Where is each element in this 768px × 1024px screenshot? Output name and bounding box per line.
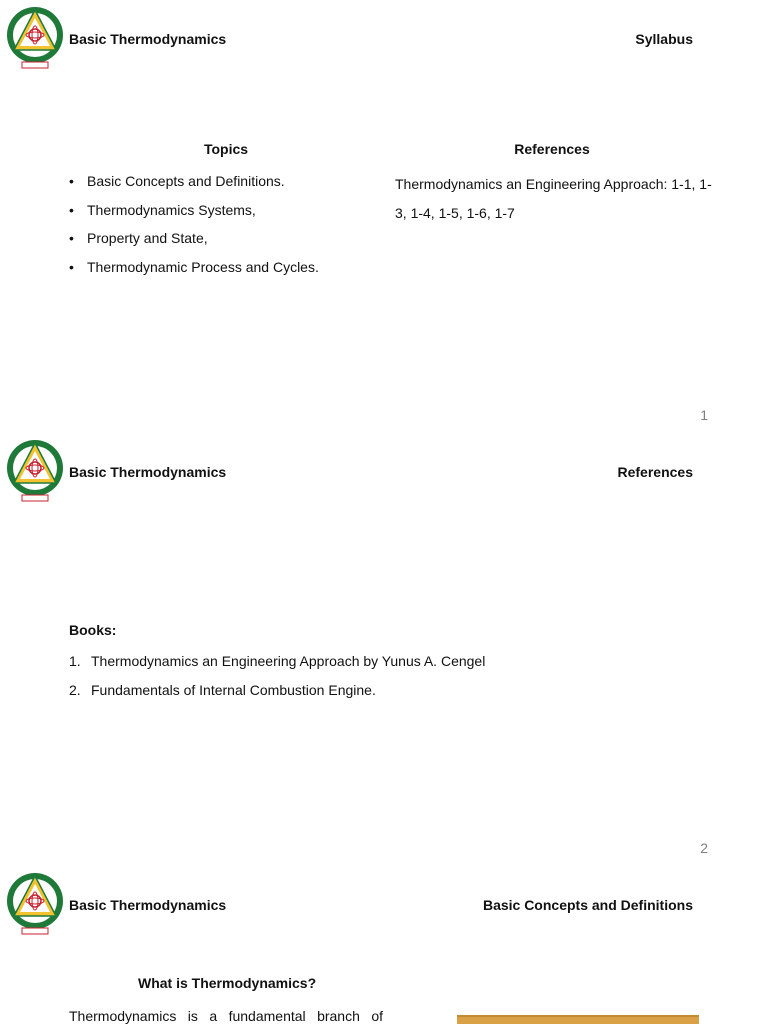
slide-basic-concepts xyxy=(0,866,768,1024)
university-logo-icon xyxy=(4,4,66,70)
body-paragraph: Thermodynamics is a fundamental branch of xyxy=(69,1008,383,1024)
page-number: 1 xyxy=(700,407,708,423)
topics-list xyxy=(69,170,319,285)
slide-heading: Syllabus xyxy=(635,31,693,47)
references-header: References xyxy=(514,141,590,157)
list-item xyxy=(69,170,319,199)
bullet-icon: • xyxy=(69,173,74,189)
list-number: 1. xyxy=(69,653,81,669)
university-logo-icon xyxy=(4,437,66,503)
slide-heading: References xyxy=(617,464,693,480)
page-number: 2 xyxy=(700,840,708,856)
topic-text: Property and State, xyxy=(87,230,208,247)
course-title: Basic Thermodynamics xyxy=(69,897,227,913)
slide-heading: Basic Concepts and Definitions xyxy=(482,897,693,913)
books-label: Books: xyxy=(69,622,117,638)
course-title: Basic Thermodynamics xyxy=(69,31,227,47)
list-item xyxy=(69,227,319,256)
book-title: Thermodynamics an Engineering Approach by Yunus A. Cengel xyxy=(91,653,486,669)
books-list xyxy=(69,650,485,707)
slide-image xyxy=(457,1015,699,1024)
list-item xyxy=(69,256,319,285)
list-number: 2. xyxy=(69,681,81,698)
slide-syllabus xyxy=(0,0,768,433)
references-text: Thermodynamics an Engineering Approach: 1-1, 1-3, 1-4, 1-5, 1-6, 1-7 xyxy=(395,176,712,221)
university-logo-icon xyxy=(4,870,66,936)
topic-text: Basic Concepts and Definitions. xyxy=(87,173,285,189)
list-item xyxy=(69,650,485,679)
list-item xyxy=(69,679,485,708)
course-title: Basic Thermodynamics xyxy=(69,464,227,480)
topics-header: Topics xyxy=(203,141,249,157)
list-item xyxy=(69,199,319,228)
book-title: Fundamentals of Internal Combustion Engine. xyxy=(91,681,376,698)
bullet-icon: • xyxy=(69,259,74,276)
question-heading: What is Thermodynamics? xyxy=(138,975,317,991)
topic-text: Thermodynamic Process and Cycles. xyxy=(87,259,319,276)
topic-text: Thermodynamics Systems, xyxy=(87,201,256,218)
bullet-icon: • xyxy=(69,230,74,247)
slide-references xyxy=(0,433,768,866)
bullet-icon: • xyxy=(69,201,74,218)
